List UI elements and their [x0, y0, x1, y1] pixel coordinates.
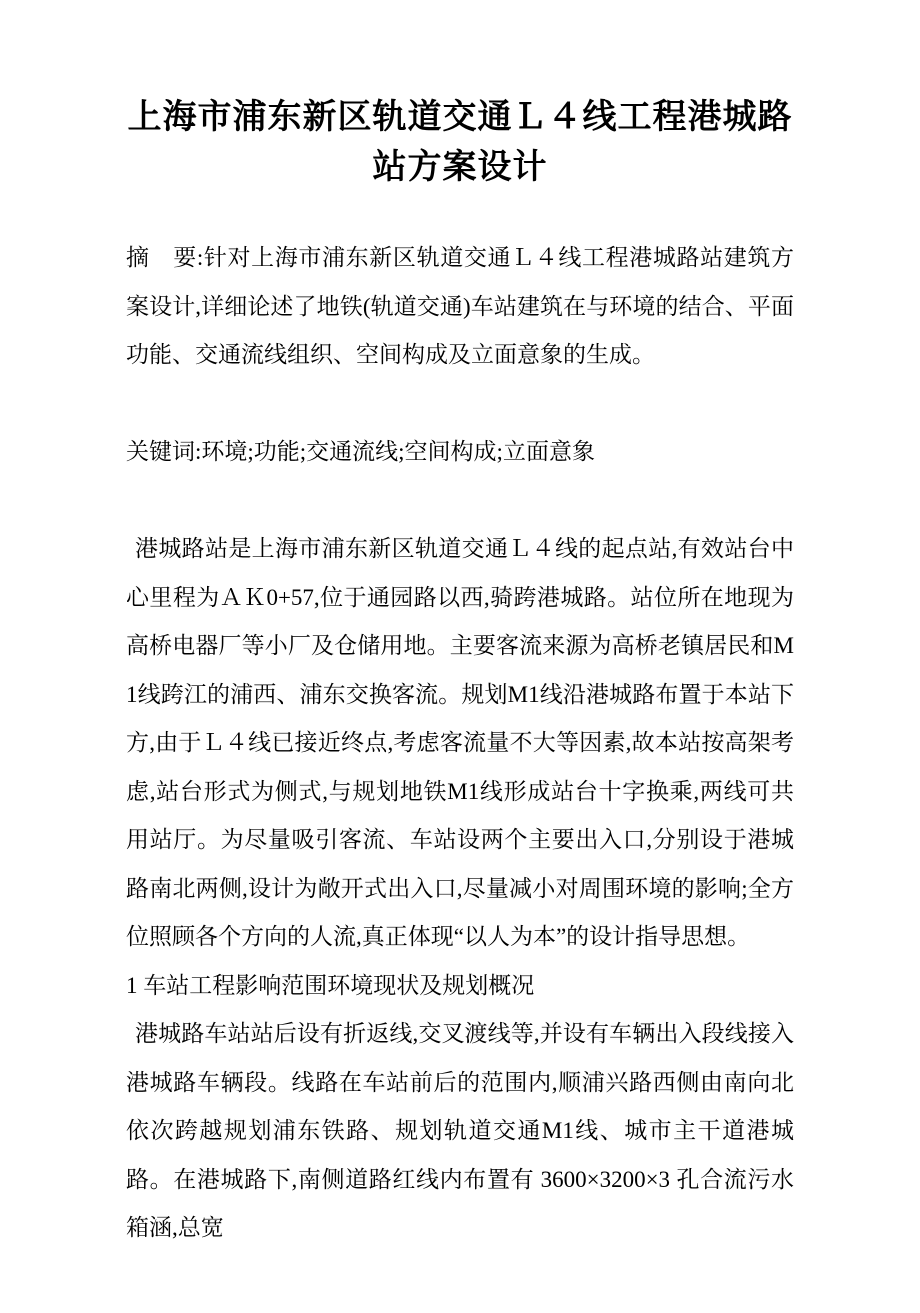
- document-title: 上海市浦东新区轨道交通Ｌ４线工程港城路站方案设计: [127, 98, 793, 186]
- body-paragraph-2: 港城路车站站后设有折返线,交叉渡线等,并设有车辆出入段线接入港城路车辆段。线路在车站前后的范围内,顺浦兴路西侧由南向北依次跨越规划浦东铁路、规划轨道交通M1线、城市主干道港城路。在港城路下,南侧道路红线内布置有 3600×3200×3 孔合流污水箱涵,总宽: [126, 1021, 794, 1240]
- section-heading-1: 1 车站工程影响范围环境现状及规划概况: [126, 972, 535, 998]
- abstract-paragraph: 摘 要:针对上海市浦东新区轨道交通Ｌ４线工程港城路站建筑方案设计,详细论述了地铁(轨道交通)车站建筑在与环境的结合、平面功能、交通流线组织、空间构成及立面意象的生成。: [126, 245, 794, 367]
- keywords-paragraph: 关键词:环境;功能;交通流线;空间构成;立面意象: [126, 439, 595, 464]
- body-paragraph-1: 港城路站是上海市浦东新区轨道交通Ｌ４线的起点站,有效站台中心里程为ＡＫ0+57,位于通园路以西,骑跨港城路。站位所在地现为高桥电器厂等小厂及仓储用地。主要客流来源为高桥老镇居民和M1线跨江的浦西、浦东交换客流。规划M1线沿港城路布置于本站下方,由于Ｌ４线已接近终点,考虑客流量不大等因素,故本站按高架考虑,站台形式为侧式,与规划地铁M1线形成站台十字换乘,两线可共用站厅。为尽量吸引客流、车站设两个主要出入口,分别设于港城路南北两侧,设计为敞开式出入口,尽量减小对周围环境的影响;全方位照顾各个方向的人流,真正体现“以人为本”的设计指导思想。: [126, 536, 794, 949]
